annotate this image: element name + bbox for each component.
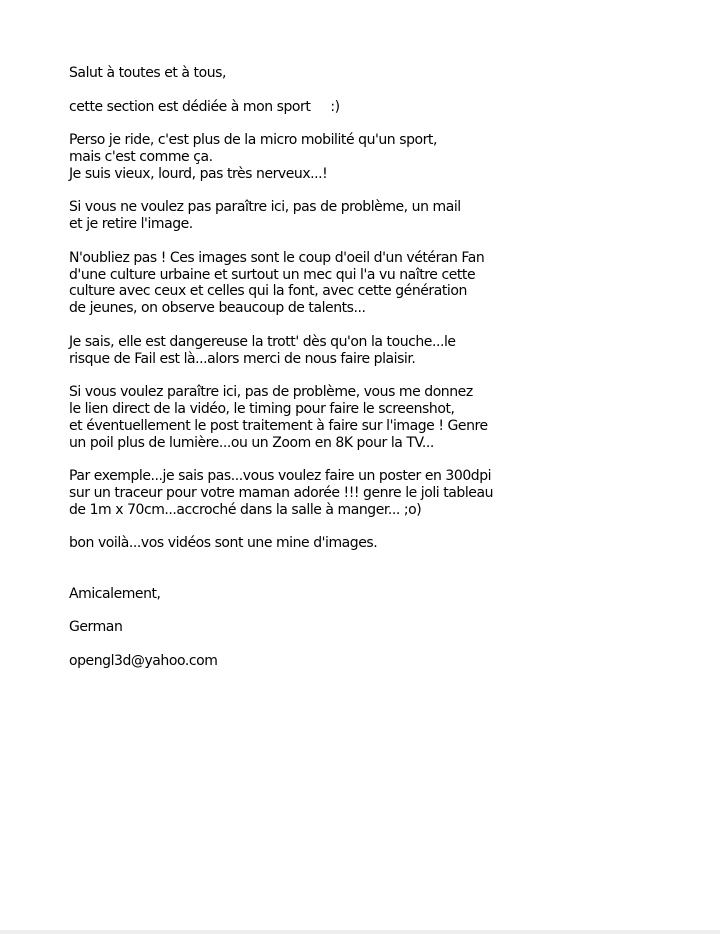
page-bottom-edge	[0, 930, 720, 934]
intro-paragraph: cette section est dédiée à mon sport :)	[69, 98, 340, 115]
signature: German	[69, 619, 123, 636]
paragraph-request: Si vous voulez paraître ici, pas de problème, vous me donnez le lien direct de la vidéo, le timing pour faire le screenshot, et éventuellement le post traitement à faire sur l'image ! Genre un poil plus de lumière...ou un Zoom en 8K pour la TV...	[69, 384, 488, 451]
letter-body	[69, 65, 709, 686]
email-address: opengl3d@yahoo.com	[69, 652, 218, 669]
spacer	[69, 569, 709, 586]
closing: Amicalement,	[69, 585, 161, 602]
paragraph-danger: Je sais, elle est dangereuse la trott' dès qu'on la touche...le risque de Fail est là...alors merci de nous faire plaisir.	[69, 333, 456, 367]
paragraph-veteran: N'oubliez pas ! Ces images sont le coup d'oeil d'un vétéran Fan d'une culture urbaine et surtout un mec qui l'a vu naître cette culture avec ceux et celles qui la font, avec cette génération de jeunes, on observe beaucoup de talents...	[69, 249, 485, 317]
greeting: Salut à toutes et à tous,	[69, 65, 226, 81]
paragraph-poster: Par exemple...je sais pas...vous voulez faire un poster en 300dpi sur un traceur pour votre maman adorée !!! genre le joli tableau de 1m x 70cm...accroché dans la salle à manger... ;o)	[69, 468, 493, 518]
paragraph-opt-out: Si vous ne voulez pas paraître ici, pas de problème, un mail et je retire l'image.	[69, 199, 461, 233]
paragraph-ride: Perso je ride, c'est plus de la micro mobilité qu'un sport, mais c'est comme ça. Je suis vieux, lourd, pas très nerveux...!	[69, 132, 437, 182]
paragraph-conclusion: bon voilà...vos vidéos sont une mine d'images.	[69, 535, 378, 552]
